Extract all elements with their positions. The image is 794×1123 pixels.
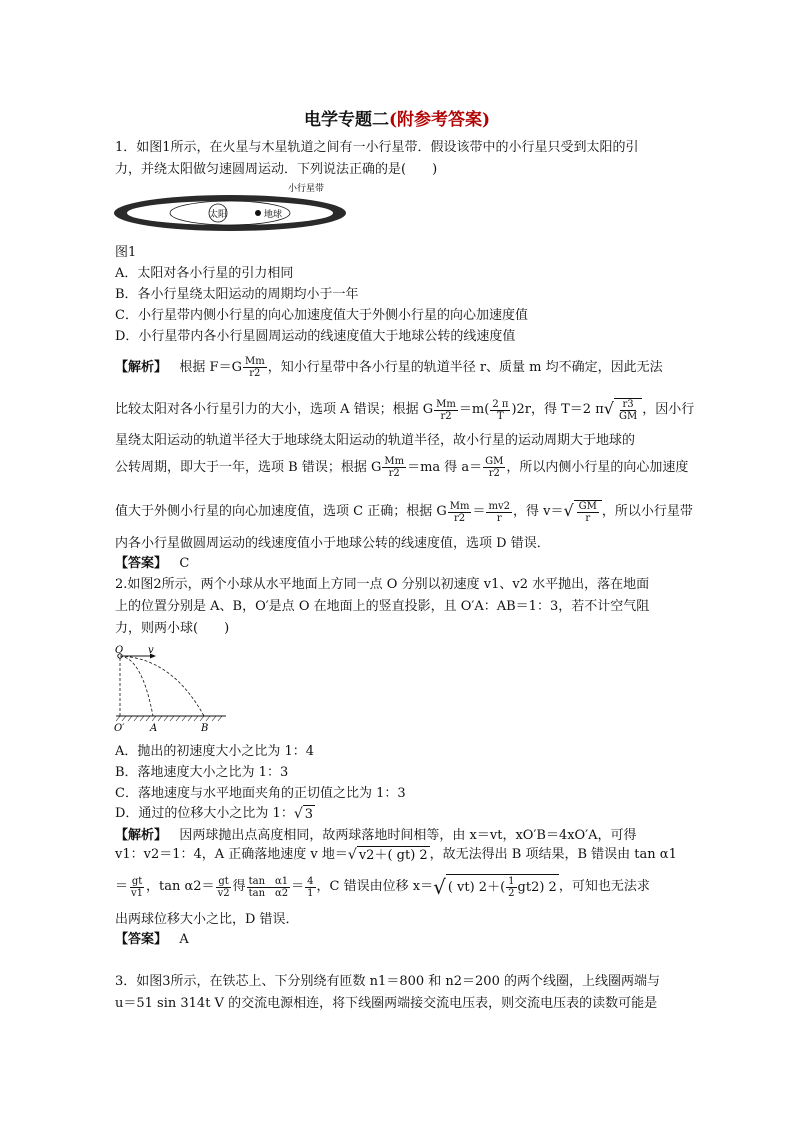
- label-o-prime: O′: [114, 723, 125, 734]
- q2-option-a: A．抛出的初速度大小之比为 1：4: [115, 744, 315, 759]
- q1-analysis-line6: 内各小行星做圆周运动的线速度值小于地球公转的线速度值，选项 D 错误．: [115, 536, 550, 551]
- title-main: 电学专题二: [303, 110, 389, 130]
- q1-analysis-line2: 比较太阳对各小行星引力的大小，选项 A 错误；根据 G $\frac{Mm}{r2}$ ＝m( $\frac{2 \pi}{T}$ )2r，得 T＝2 π √ $\frac{r3}{GM}$ ，因小行: [115, 398, 695, 422]
- q1-option-c: C．小行星带内侧小行星的向心加速度值大于外侧小行星的向心加速度值: [115, 308, 528, 323]
- q2-analysis-line3: ＝ $\frac{gt}{v1}$ ，tan α2＝ $\frac{gt}{v2}$ 得 $\frac{\text{tan α1}}{\text{tan α2}}$ ＝ $\frac{4}{1}$ ，C 错误由位移 x＝ √ ( vt) 2＋( $\frac{1}{2}$ gt2) 2 ，可知也无法求: [115, 875, 650, 899]
- q2-analysis-line1: 【解析】 因两球抛出点高度相同，故两球落地时间相等，由 x＝vt，xO′B＝4xO′A，可得: [115, 828, 637, 843]
- q2-analysis-line2: v1：v2＝1：4，A 正确落地速度 v 地＝ √ v2＋( gt) 2 ，故无法得出 B 项结果，B 错误由 tan α1: [115, 847, 677, 863]
- earth-icon: [255, 210, 261, 216]
- q2-answer: 【答案】 A: [115, 932, 189, 947]
- belt-label: 小行星带: [288, 184, 325, 194]
- label-o: O: [115, 645, 124, 656]
- q3-stem-line1: 3．如图3所示，在铁芯上、下分别绕有匝数 n1＝800 和 n2＝200 的两个线圈，上线圈两端与: [115, 974, 660, 989]
- q1-answer: 【答案】 C: [115, 556, 190, 571]
- q2-option-b: B．落地速度大小之比为 1：3: [115, 765, 289, 780]
- q1-figure-orbit: [112, 182, 352, 234]
- q1-option-a: A．太阳对各小行星的引力相同: [115, 266, 294, 281]
- q1-option-b: B．各小行星绕太阳运动的周期均小于一年: [115, 287, 359, 302]
- q1-analysis-line1: 【解析】 根据 F＝G $\frac{Mm}{r2}$ ，知小行星带中各小行星的轨道半径 r、质量 m 均不确定，因此无法: [115, 356, 663, 379]
- q1-stem-line2: 力，并绕太阳做匀速圆周运动．下列说法正确的是( ): [115, 162, 438, 177]
- q1-analysis-line3: 星绕太阳运动的轨道半径大于地球绕太阳运动的轨道半径，故小行星的运动周期大于地球的: [115, 433, 636, 448]
- page-title: [0, 105, 794, 130]
- q1-option-d: D．小行星带内各小行星圆周运动的线速度值大于地球公转的线速度值: [115, 329, 516, 344]
- q2-stem-line3: 力，则两小球( ): [115, 621, 230, 636]
- earth-label: 地球: [264, 210, 283, 220]
- q1-analysis-line5: 值大于外侧小行星的向心加速度值，选项 C 正确；根据 G $\frac{Mm}{r2}$ ＝ $\frac{mv2}{r}$ ，得 v＝ √ $\frac{GM}{r}$ ，所以小行星带: [115, 500, 693, 524]
- q3-stem-line2: u＝51 sin 314t V 的交流电源相连，将下线圈两端接交流电压表，则交流电压表的读数可能是: [115, 996, 658, 1011]
- q1-fig-caption: 图1: [115, 245, 137, 260]
- sqrt-r3-GM: √ $\frac{r3}{GM}$: [604, 398, 642, 422]
- q2-stem-line1: 2.如图2所示，两个小球从水平地面上方同一点 O 分别以初速度 v1、v2 水平抛出，落在地面: [115, 577, 650, 592]
- q1-analysis-line4: 公转周期，即大于一年，选项 B 错误；根据 G $\frac{Mm}{r2}$ ＝ma 得 a＝ $\frac{GM}{r2}$ ，所以内侧小行星的向心加速度: [115, 456, 689, 479]
- q2-option-c: C．落地速度与水平地面夹角的正切值之比为 1：3: [115, 786, 406, 801]
- title-suffix: (附参考答案): [388, 110, 491, 130]
- ground-hatch: [116, 716, 222, 721]
- q2-figure-projectile: [112, 644, 230, 734]
- q2-option-d: D．通过的位移大小之比为 1： √ 3: [115, 806, 314, 822]
- trajectory-b: [120, 656, 204, 716]
- q1-stem-line1: 1．如图1所示，在火星与木星轨道之间有一小行星带．假设该带中的小行星只受到太阳的引: [115, 140, 639, 155]
- q2-analysis-line4: 出两球位移大小之比，D 错误．: [115, 912, 299, 927]
- q2-stem-line2: 上的位置分别是 A、B，O′是点 O 在地面上的竖直投影，且 O′A：AB＝1：3，若不计空气阻: [115, 599, 650, 614]
- fraction-Mm-r2: $\frac{Mm}{r2}$: [244, 356, 265, 379]
- trajectory-a: [120, 656, 153, 716]
- label-v: v: [148, 645, 154, 656]
- sun-label: 太阳: [209, 210, 228, 220]
- label-b: B: [201, 723, 209, 734]
- label-a: A: [150, 723, 158, 734]
